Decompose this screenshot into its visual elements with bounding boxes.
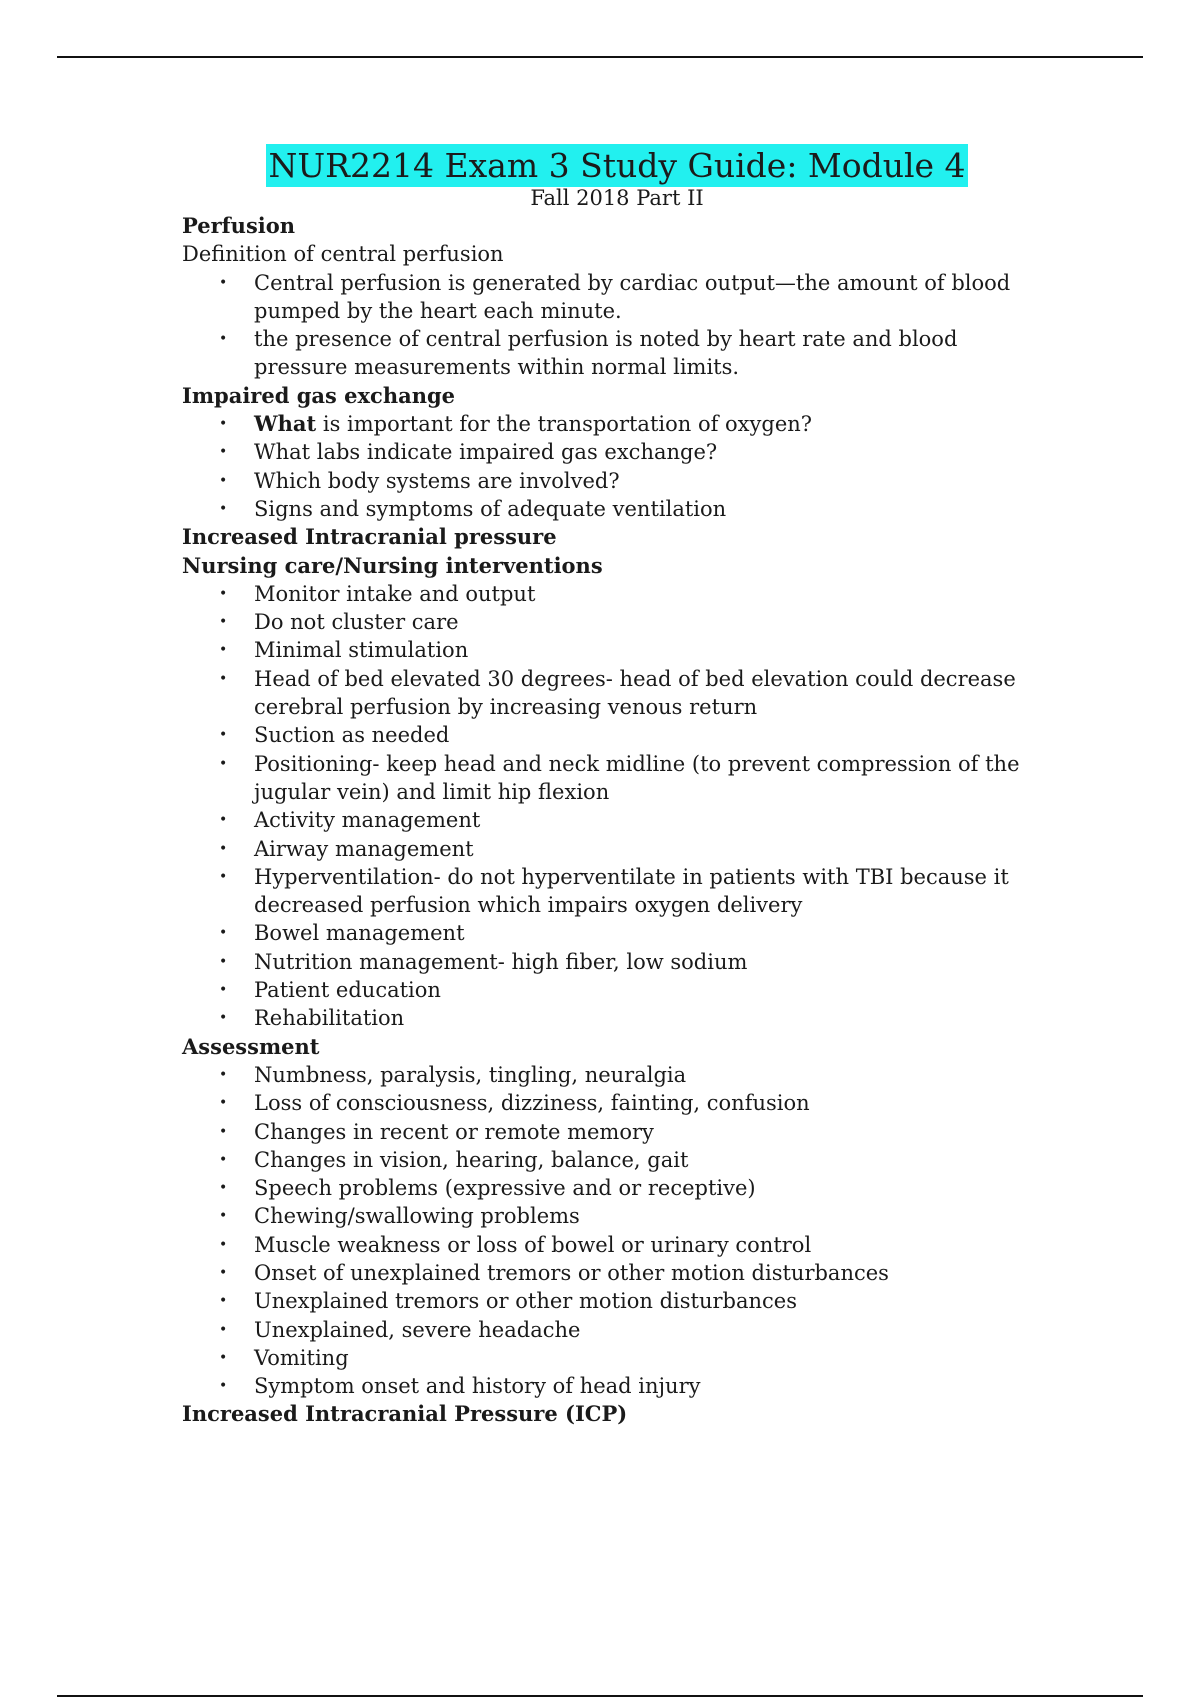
bottom-rule: [57, 1695, 1143, 1697]
title-wrap: [0, 144, 1200, 187]
bullet-icon: •: [219, 500, 228, 517]
list-item: • Signs and symptoms of adequate ventilation: [182, 495, 1062, 523]
list-item: • Nutrition management- high fiber, low sodium: [182, 948, 1062, 976]
list-item: • Numbness, paralysis, tingling, neuralgia: [182, 1061, 1062, 1089]
nursing-list: [182, 580, 1062, 1033]
bullet-icon: •: [219, 1321, 228, 1338]
bullet-icon: •: [219, 1378, 228, 1395]
nursing-heading: Nursing care/Nursing interventions: [182, 552, 603, 578]
bullet-icon: •: [219, 925, 228, 942]
list-item: • Positioning- keep head and neck midline (to prevent compression of the jugular vein) and limit hip flexion: [219, 751, 1020, 804]
list-item: • Vomiting: [182, 1344, 1062, 1372]
list-item: • Changes in recent or remote memory: [182, 1118, 1062, 1146]
top-rule: [57, 56, 1143, 58]
list-item: • Speech problems (expressive and or receptive): [182, 1174, 1062, 1202]
list-item: • What is important for the transportation of oxygen?: [182, 410, 1062, 438]
list-item: • Central perfusion is generated by cardiac output—the amount of blood pumped by the heart each minute.: [219, 270, 1011, 323]
bullet-icon: •: [219, 274, 228, 291]
bullet-icon: •: [219, 1010, 228, 1027]
bullet-icon: •: [219, 472, 228, 489]
bullet-icon: •: [219, 982, 228, 999]
assessment-heading: Assessment: [182, 1033, 320, 1059]
bullet-icon: •: [219, 1264, 228, 1281]
document-subtitle: Fall 2018 Part II: [530, 186, 704, 210]
bullet-icon: •: [219, 1180, 228, 1197]
gas-exchange-heading: Impaired gas exchange: [182, 382, 456, 408]
bullet-icon: •: [219, 444, 228, 461]
document-page: [182, 144, 1062, 1429]
list-item: • Monitor intake and output: [182, 580, 1062, 608]
bullet-icon: •: [219, 331, 228, 348]
list-item: • Rehabilitation: [182, 1004, 1062, 1032]
bullet-icon: •: [219, 812, 228, 829]
list-item: • the presence of central perfusion is noted by heart rate and blood pressure measurements within normal limits.: [219, 327, 958, 380]
bullet-icon: •: [219, 1349, 228, 1366]
perfusion-heading: Perfusion: [182, 213, 296, 238]
list-item: • Patient education: [182, 976, 1062, 1004]
list-item: • Changes in vision, hearing, balance, gait: [182, 1146, 1062, 1174]
bullet-icon: •: [219, 416, 228, 433]
list-item: • Onset of unexplained tremors or other motion disturbances: [182, 1259, 1062, 1287]
bullet-icon: •: [219, 1236, 228, 1253]
bullet-icon: •: [219, 642, 228, 659]
bold-word: What: [254, 411, 317, 437]
list-item: • Do not cluster care: [182, 608, 1062, 636]
bullet-icon: •: [219, 1208, 228, 1225]
bullet-icon: •: [219, 755, 228, 772]
list-item: • Suction as needed: [182, 721, 1062, 749]
bullet-icon: •: [219, 1151, 228, 1168]
bullet-icon: •: [219, 868, 228, 885]
list-item: • Chewing/swallowing problems: [182, 1202, 1062, 1230]
list-item: • Unexplained tremors or other motion disturbances: [182, 1287, 1062, 1315]
icp-full-heading: Increased Intracranial Pressure (ICP): [182, 1401, 628, 1427]
bullet-icon: •: [219, 1066, 228, 1083]
bullet-icon: •: [219, 614, 228, 631]
gas-exchange-list: [182, 410, 1062, 523]
list-item: • Which body systems are involved?: [182, 467, 1062, 495]
list-item: • Symptom onset and history of head injury: [182, 1372, 1062, 1400]
bullet-icon: •: [219, 1293, 228, 1310]
assessment-list: [182, 1061, 1062, 1401]
document-title: NUR2214 Exam 3 Study Guide: Module 4: [268, 146, 966, 185]
bullet-icon: •: [219, 670, 228, 687]
icp-heading: Increased Intracranial pressure: [182, 524, 557, 550]
bullet-icon: •: [219, 840, 228, 857]
list-item: • Airway management: [182, 835, 1062, 863]
bullet-icon: •: [219, 585, 228, 602]
bullet-icon: •: [219, 727, 228, 744]
bullet-icon: •: [219, 1123, 228, 1140]
list-item: • What labs indicate impaired gas exchange?: [182, 438, 1062, 466]
perfusion-list: [182, 269, 1062, 382]
list-item: • Head of bed elevated 30 degrees- head of bed elevation could decrease cerebral perfusion by increasing venous return: [219, 666, 1016, 720]
bullet-icon: •: [219, 1095, 228, 1112]
list-item: • Bowel management: [182, 919, 1062, 947]
perfusion-subheading: Definition of central perfusion: [182, 242, 504, 267]
list-item: • Minimal stimulation: [182, 636, 1062, 664]
bullet-icon: •: [219, 953, 228, 970]
list-item: • Hyperventilation- do not hyperventilate in patients with TBI because it decreased perfusion which impairs oxygen delivery: [219, 864, 1009, 918]
list-item: • Unexplained, severe headache: [182, 1316, 1062, 1344]
list-item: • Muscle weakness or loss of bowel or urinary control: [182, 1231, 1062, 1259]
list-item: • Activity management: [182, 806, 1062, 834]
list-item: • Loss of consciousness, dizziness, fainting, confusion: [182, 1089, 1062, 1117]
